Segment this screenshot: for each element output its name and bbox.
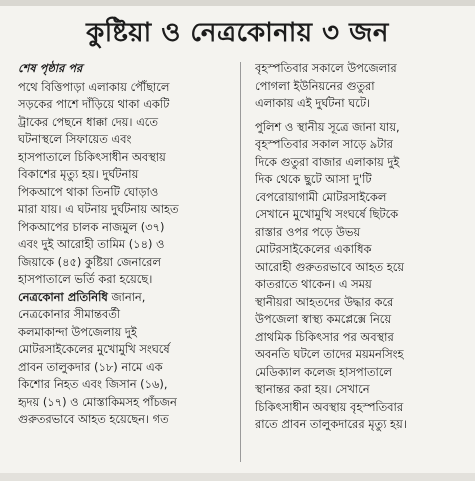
text-line: দিক থেকে ছুটে আসা দু'টি bbox=[255, 172, 372, 186]
text-line: জিয়াকে (৪৫) কুষ্টিয়া জেনারেল bbox=[18, 254, 161, 269]
byline-line bbox=[18, 289, 230, 307]
text-line: হাসপাতালে ভর্তি করা হয়েছে। bbox=[18, 272, 153, 286]
text-line: নেত্রকোনার সীমান্তবর্তী bbox=[18, 307, 121, 321]
text-line: হাসপাতালে চিকিৎসাধীন অবস্থায় bbox=[18, 149, 166, 164]
text-line: মারা যায়। এ ঘটনায় দুর্ঘটনায় আহত bbox=[18, 202, 179, 216]
text-line: এবং দুই আরোহী তামিম (১৪) ও bbox=[18, 237, 165, 251]
text-line: পথে বিত্তিপাড়া এলাকায় পৌঁছালে bbox=[18, 79, 170, 94]
text-line: পিকআপে থাকা তিনটি ঘোড়াও bbox=[18, 184, 159, 199]
left-column bbox=[18, 60, 230, 429]
byline-tail: জানান, bbox=[107, 289, 146, 304]
text-line: উপজেলা স্বাস্থ্য কমপ্লেক্সে নিয়ে bbox=[255, 312, 392, 326]
text-line: এলাকায় এই দুর্ঘটনা ঘটে। bbox=[255, 96, 371, 110]
text-line: প্রাথমিক চিকিৎসার পর অবস্থার bbox=[255, 329, 394, 344]
left-paragraph-1 bbox=[18, 79, 230, 289]
right-paragraph-1 bbox=[255, 60, 465, 113]
text-line: বৃহস্পতিবার সকালে উপজেলার bbox=[255, 61, 397, 75]
text-line: পুলিশ ও স্থানীয় সূত্রে জানা যায়, bbox=[255, 119, 400, 134]
text-line: রাতে প্রাবন তালুকদারের মৃত্যু হয়। bbox=[255, 417, 407, 431]
text-line: সেখানে মুখোমুখি সংঘর্ষে ছিটকে bbox=[255, 207, 399, 221]
text-line: বিকাশের মৃত্যু হয়। দুর্ঘটনায় bbox=[18, 167, 139, 181]
text-line: মোটরসাইকেলের একাধিক bbox=[255, 242, 372, 256]
text-line: চিকিৎসাধীন অবস্থায় বৃহস্পতিবার bbox=[255, 399, 404, 414]
byline: নেত্রকোনা প্রতিনিধি bbox=[18, 289, 108, 304]
right-paragraph-2 bbox=[255, 119, 465, 434]
text-line: ট্রাকের পেছনে ধাক্কা দেয়। এতে bbox=[18, 114, 158, 129]
text-line: দিকে গুতুরা বাজার এলাকায় দুই bbox=[255, 154, 400, 169]
text-line: স্থানান্তর করা হয়। সেখানে bbox=[255, 382, 370, 396]
text-line: পোগলা ইউনিয়নের গুতুরা bbox=[255, 78, 375, 93]
text-line: মোটরসাইকেলের মুখোমুখি সংঘর্ষে bbox=[18, 342, 170, 356]
left-paragraph-2 bbox=[18, 289, 230, 429]
text-line: মেডিক্যাল কলেজ হাসপাতালে bbox=[255, 364, 392, 379]
text-line: প্রাবন তালুকদার (১৮) নামে এক bbox=[18, 359, 163, 374]
text-line: স্থানীয়রা আহতদের উদ্ধার করে bbox=[255, 294, 394, 309]
text-line: কলমাকান্দা উপজেলায় দুই bbox=[18, 324, 137, 339]
text-line: হৃদয় (১৭) ও মোস্তাকিমসহ পাঁচজন bbox=[18, 394, 177, 409]
text-line: পিকআপের চালক নাজমুল (৩৭) bbox=[18, 219, 165, 234]
text-line: সড়কের পাশে দাঁড়িয়ে থাকা একটি bbox=[18, 97, 170, 111]
bottom-border bbox=[0, 473, 475, 481]
right-column bbox=[255, 60, 465, 434]
text-line: গুরুতরভাবে আহত হয়েছেন। গত bbox=[18, 412, 169, 426]
text-line: আরোহী গুরুতরভাবে আহত হয়ে bbox=[255, 259, 404, 274]
text-line: বৃহস্পতিবার সকাল সাড়ে ৯টার bbox=[255, 137, 393, 151]
continuation-kicker: শেষ পৃষ্ঠার পর bbox=[18, 61, 83, 75]
column-divider bbox=[240, 62, 241, 462]
text-line: কাতরাতে থাকেন। এ সময় bbox=[255, 277, 372, 291]
headline: কুষ্টিয়া ও নেত্রকোনায় ৩ জন bbox=[86, 18, 389, 48]
top-border bbox=[0, 0, 475, 6]
text-line: রাস্তার ওপর পড়ে উভয় bbox=[255, 224, 361, 239]
text-line: অবনতি ঘটলে তাদের ময়মনসিংহ bbox=[255, 347, 404, 361]
text-line: বেপরোয়াগামী মোটরসাইকেল bbox=[255, 189, 387, 204]
text-line: কিশোর নিহত এবং জিসান (১৬), bbox=[18, 377, 168, 391]
text-line: ঘটনাস্থলে সিফায়েত এবং bbox=[18, 132, 132, 146]
